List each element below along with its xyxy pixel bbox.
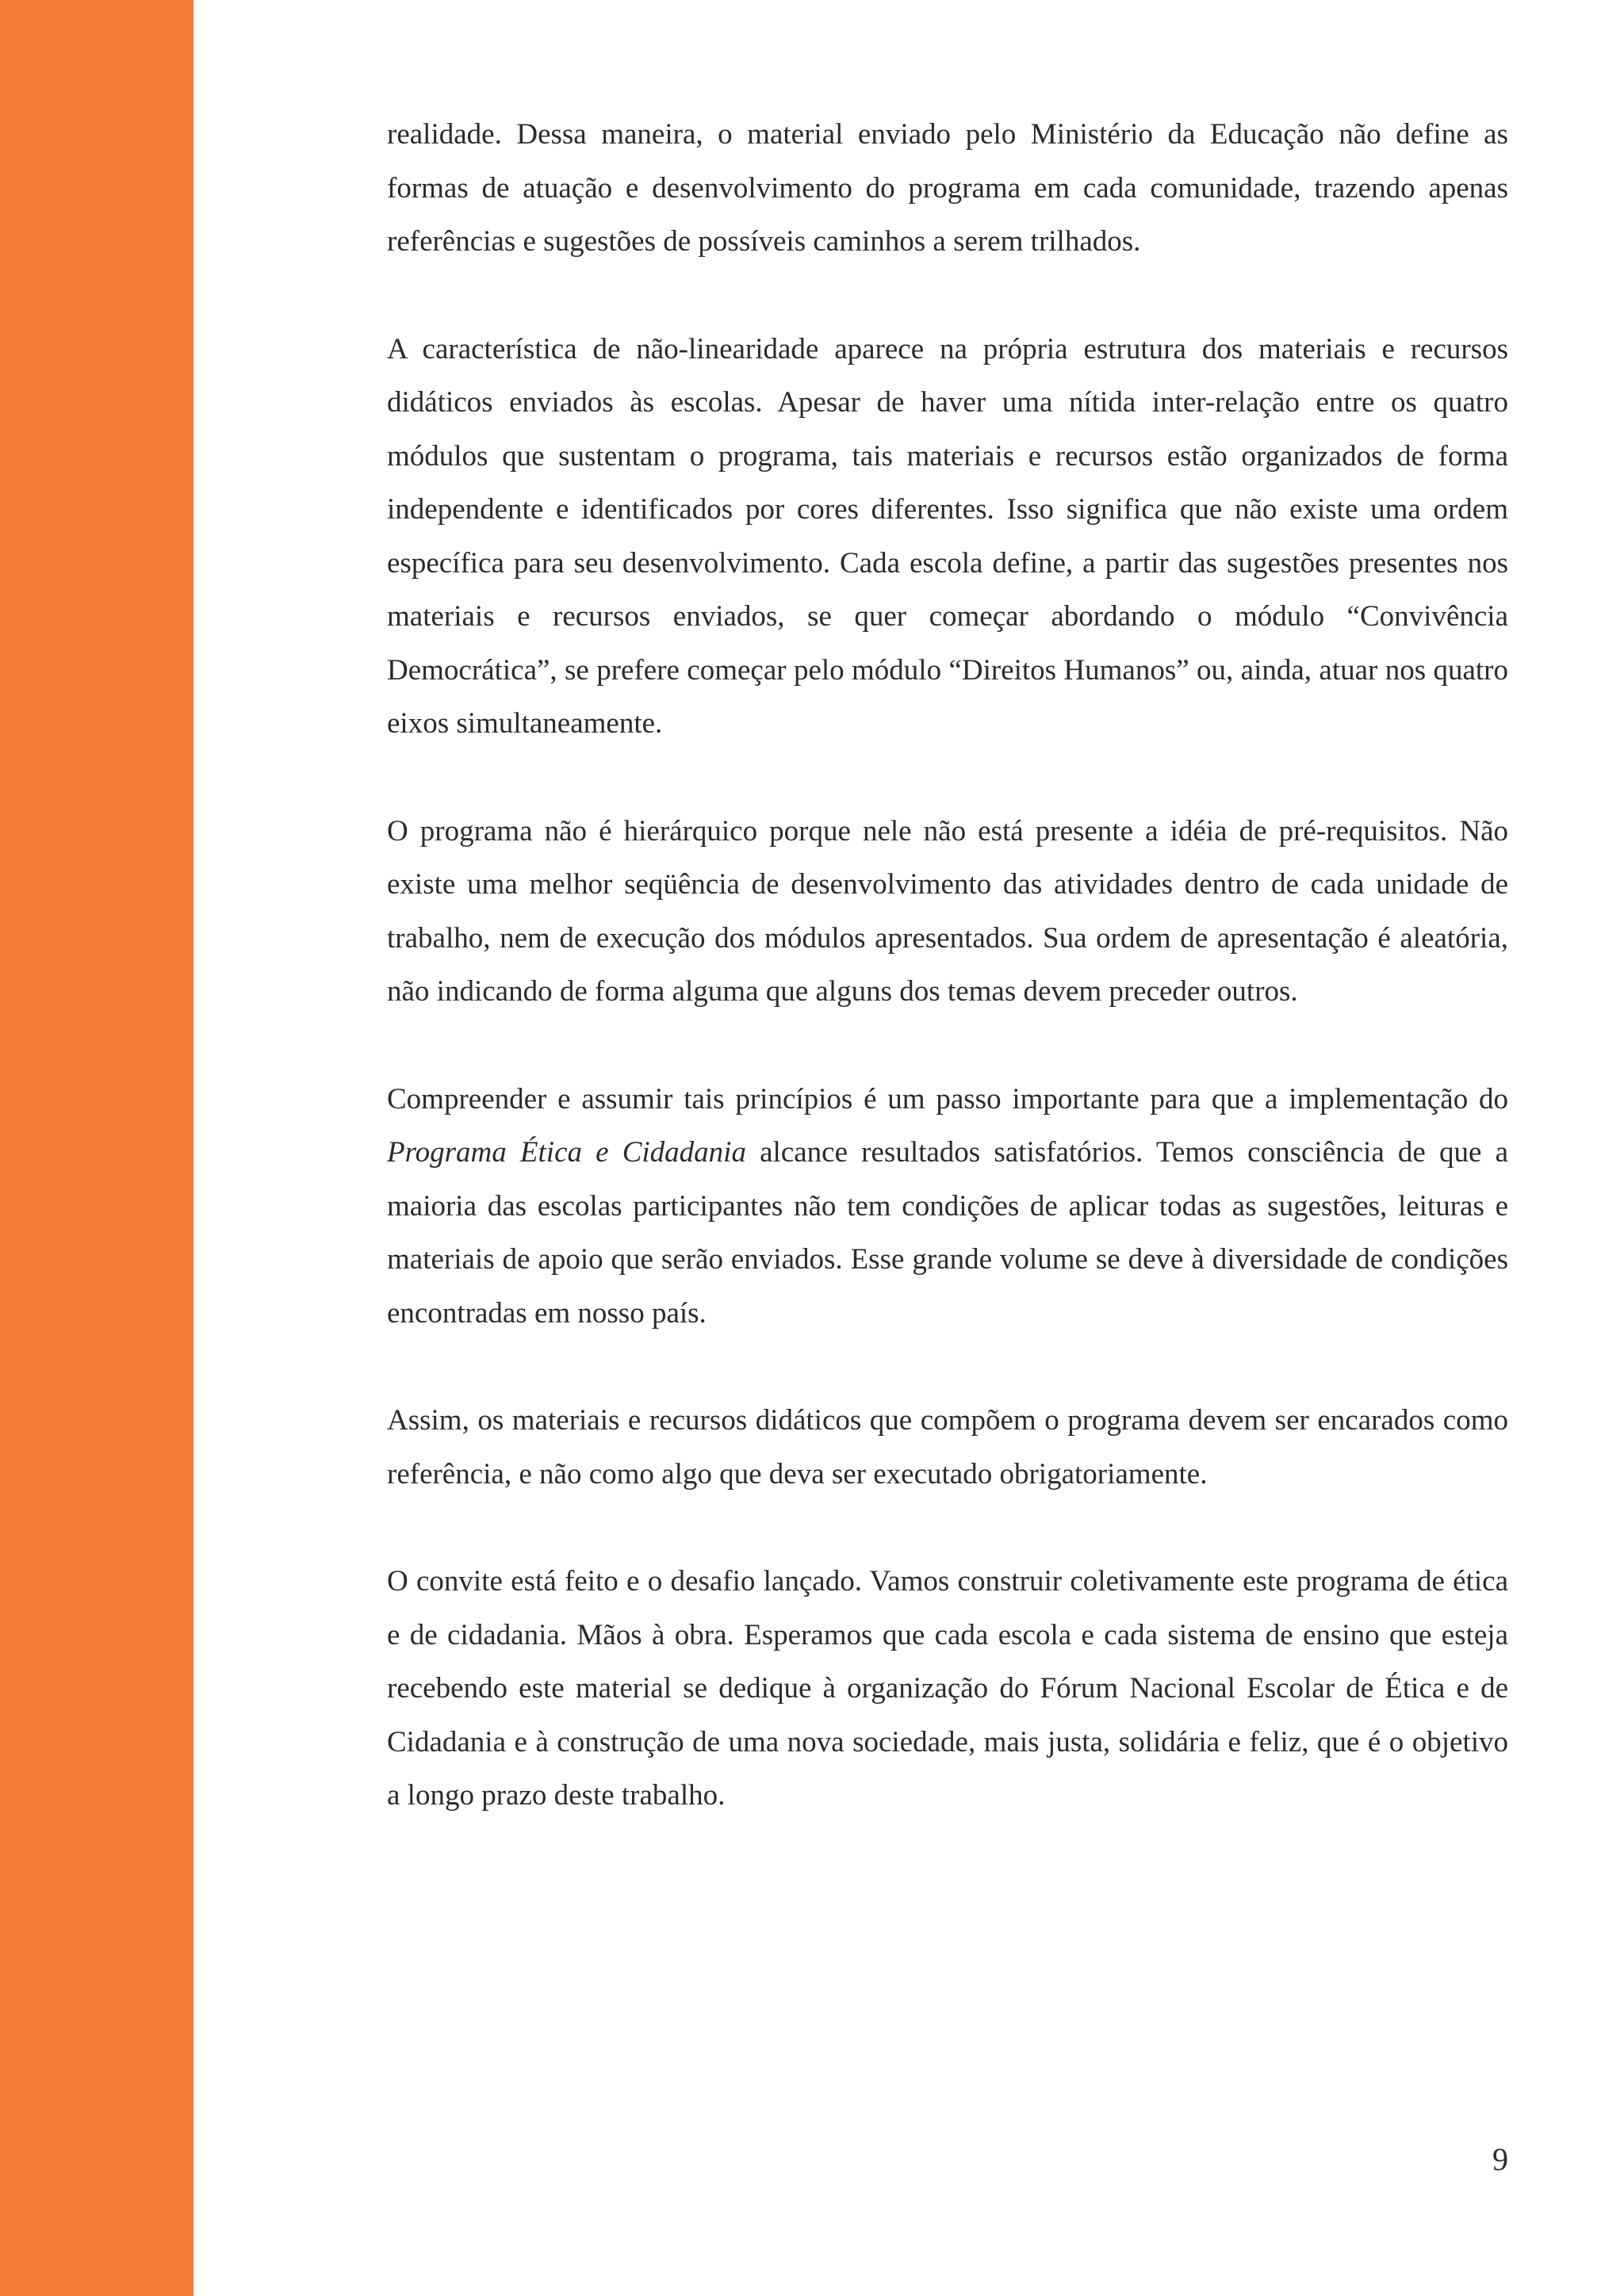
paragraph-5: Assim, os materiais e recursos didáticos que compõem o programa devem ser encarados como referência, e não como algo que deva ser executado obrigatoriamente. <box>387 1404 1508 1490</box>
paragraph-4-end: alcance resultados satisfatórios. Temos consciência de que a maioria das escolas participantes não tem condições de aplicar todas as sugestões, leituras e materiais de apoio que serão enviados. Esse grande volume se deve à diversidade de condições encontradas em nosso país. <box>387 1136 1508 1330</box>
paragraph-4 <box>387 1073 1508 1341</box>
orange-side-band <box>0 0 193 2296</box>
page-body <box>387 108 1508 1877</box>
paragraph-4-start: Compreender e assumir tais princípios é um passo importante para que a implementação do <box>387 1082 1508 1115</box>
paragraph-6: O convite está feito e o desafio lançado. Vamos construir coletivamente este programa de ética e de cidadania. Mãos à obra. Esperamos que cada escola e cada sistema de ensino que esteja recebendo este material se dedique à organização do Fórum Nacional Escolar de Ética e de Cidadania e à construção de uma nova sociedade, mais justa, solidária e feliz, que é o objetivo a longo prazo deste trabalho. <box>387 1565 1508 1812</box>
paragraph-1: realidade. Dessa maneira, o material enviado pelo Ministério da Educação não define as formas de atuação e desenvolvimento do programa em cada comunidade, trazendo apenas referências e sugestões de possíveis caminhos a serem trilhados. <box>387 118 1508 258</box>
program-title-italic: Programa Ética e Cidadania <box>387 1136 746 1169</box>
page-number: 9 <box>1492 2141 1508 2177</box>
paragraph-3: O programa não é hierárquico porque nele não está presente a idéia de pré-requisitos. Não existe uma melhor seqüência de desenvolvimento das atividades dentro de cada unidade de trabalho, nem de execução dos módulos apresentados. Sua ordem de apresentação é aleatória, não indicando de forma alguma que alguns dos temas devem preceder outros. <box>387 814 1508 1008</box>
paragraph-2: A característica de não-linearidade aparece na própria estrutura dos materiais e recursos didáticos enviados às escolas. Apesar de haver uma nítida inter-relação entre os quatro módulos que sustentam o programa, tais materiais e recursos estão organizados de forma independente e identificados por cores diferentes. Isso significa que não existe uma ordem específica para seu desenvolvimento. Cada escola define, a partir das sugestões presentes nos materiais e recursos enviados, se quer começar abordando o módulo “Convivência Democrática”, se prefere começar pelo módulo “Direitos Humanos” ou, ainda, atuar nos quatro eixos simultaneamente. <box>387 332 1508 740</box>
